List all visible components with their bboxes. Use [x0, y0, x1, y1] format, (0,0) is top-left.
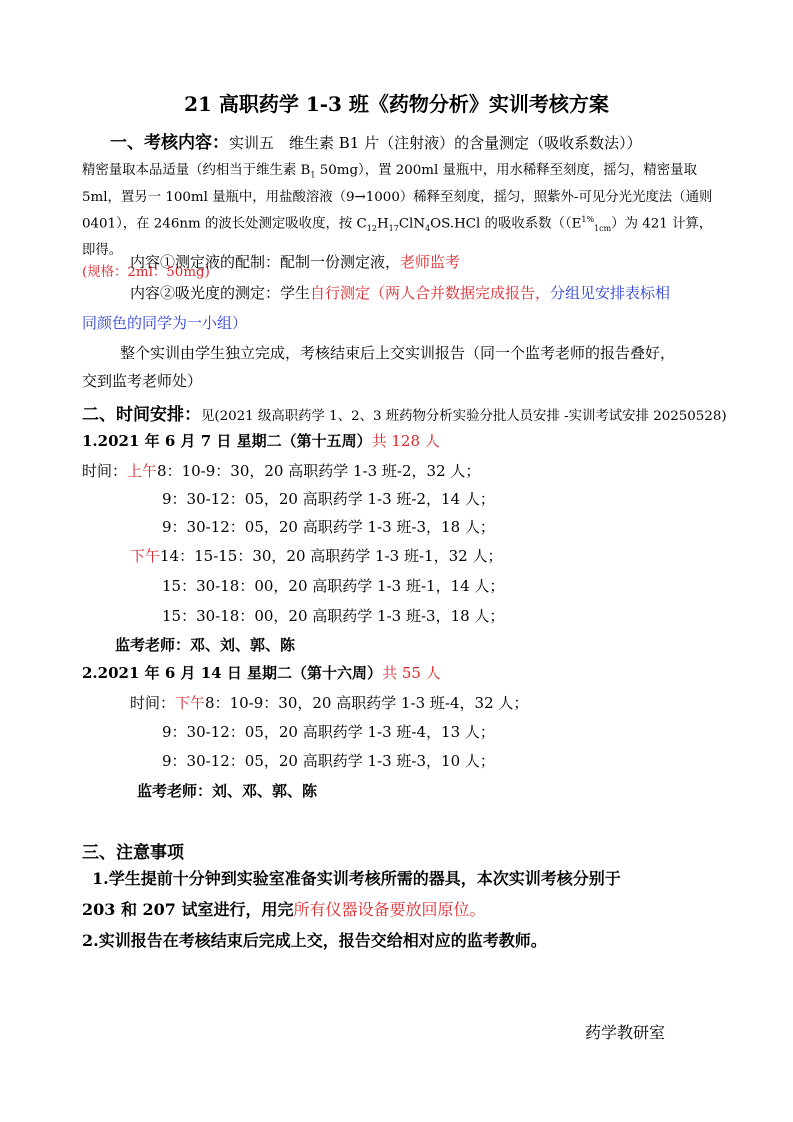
day1-teachers: 监考老师：邓、刘、郭、陈 [115, 636, 296, 654]
content2-line1: 内容②吸光度的测定：学生自行测定（两人合并数据完成报告，分组见安排表标相 [130, 284, 671, 302]
content1: 内容①测定液的配制：配制一份测定液，老师监考 [130, 253, 461, 271]
section3-heading: 三、注意事项 [82, 843, 184, 863]
day1-row: 9：30-12：05，20 高职药学 1-3 班-2，14 人； [162, 490, 495, 508]
section2-line [82, 400, 727, 425]
section1-line [110, 128, 642, 153]
section2-heading: 二、时间安排： [82, 405, 201, 425]
day1-row: 下午14：15-15：30，20 高职药学 1-3 班-1，32 人； [130, 547, 503, 565]
exam-topic: 实训五 维生素 B1 片（注射液）的含量测定（吸收系数法）） [229, 134, 642, 152]
method-line-2: 5ml，置另一 100ml 量瓶中，用盐酸溶液（9→1000）稀释至刻度，摇匀，照紫外-可见分光光度法（通则 [82, 189, 713, 205]
content2-line2: 同颜色的同学为一小组） [82, 314, 248, 332]
method-line-3: 0401），在 246nm 的波长处测定吸收度，按 $C_{12}H_{17}ClN_4OS.HCl$ 的吸收系数（$(E^{1\%}_{1cm})$为 421 计算，即得。 [82, 214, 713, 258]
notice-item-1a: 1.学生提前十分钟到实验室准备实训考核所需的器具，本次实训考核分别于 [92, 869, 621, 888]
day1-row: 9：30-12：05，20 高职药学 1-3 班-3，18 人； [162, 518, 495, 536]
day1-row: 15：30-18：00，20 高职药学 1-3 班-3，18 人； [162, 607, 505, 625]
schedule-reference: 见(2021 级高职药学 1、2、3 班药物分析实验分批人员安排 -实训考试安排 20250528) [201, 409, 727, 424]
day1-row: 时间：上午8：10-9：30，20 高职药学 1-3 班-2，32 人； [82, 462, 481, 480]
day2-row: 9：30-12：05，20 高职药学 1-3 班-4，13 人； [162, 723, 495, 741]
day1-row: 15：30-18：00，20 高职药学 1-3 班-1，14 人； [162, 577, 505, 595]
page-title: 21 高职药学 1-3 班《药物分析》实训考核方案 [184, 92, 609, 116]
spec-note: (规格：2ml：50mg) [82, 264, 210, 280]
note-line2: 交到监考老师处） [82, 372, 203, 390]
day2-row: 9：30-12：05，20 高职药学 1-3 班-3，10 人； [162, 752, 495, 770]
day2-row: 时间：下午8：10-9：30，20 高职药学 1-3 班-4，32 人； [130, 694, 529, 712]
notice-item-2: 2.实训报告在考核结束后完成上交，报告交给相对应的监考教师。 [82, 931, 547, 950]
signature: 药学教研室 [585, 1023, 666, 1042]
section1-heading: 一、考核内容： [110, 133, 229, 153]
notice-item-1b: 203 和 207 试室进行，用完所有仪器设备要放回原位。 [82, 900, 486, 919]
day2-teachers: 监考老师：刘、邓、郭、陈 [137, 782, 318, 800]
note-line1: 整个实训由学生独立完成，考核结束后上交实训报告（同一个监考老师的报告叠好， [120, 344, 676, 362]
method-line-1: 精密量取本品适量（约相当于维生素 $B_1$ 50mg），置 200ml 量瓶中，用水稀释至刻度，摇匀，精密量取 [82, 163, 697, 180]
day2-header: 2.2021 年 6 月 14 日 星期二（第十六周）共 55 人 [82, 664, 441, 682]
day1-header: 1.2021 年 6 月 7 日 星期二（第十五周）共 128 人 [82, 432, 440, 450]
